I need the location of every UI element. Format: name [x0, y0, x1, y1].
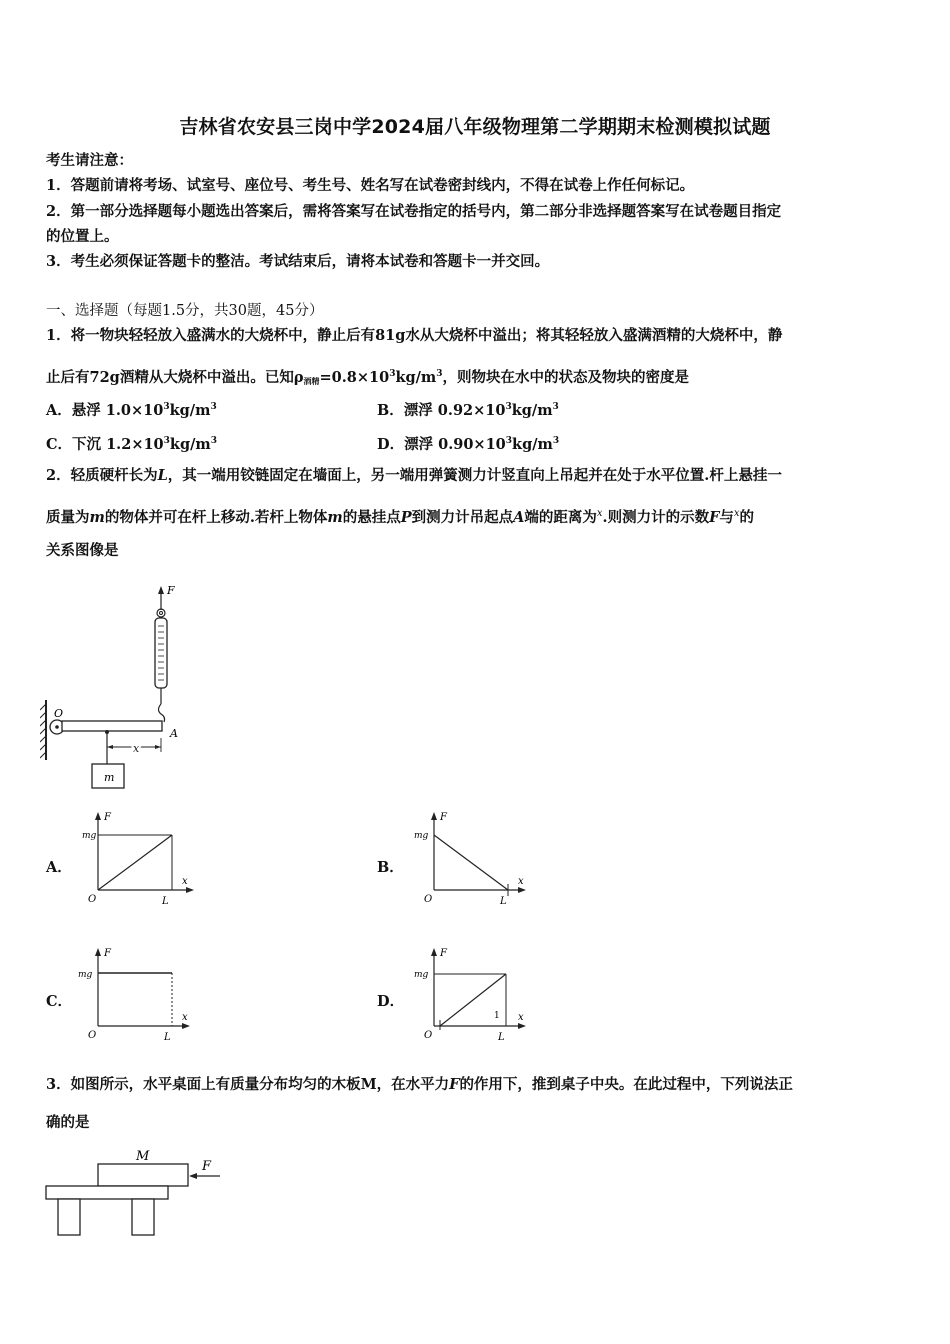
q2-line: 关系图像是: [46, 542, 119, 559]
notice-heading: 考生请注意：: [46, 152, 133, 169]
svg-text:F: F: [440, 812, 447, 823]
label-M: M: [136, 1149, 150, 1164]
svg-text:x: x: [518, 1012, 524, 1023]
page-title: 吉林省农安县三岗中学2024届八年级物理第二学期期末检测模拟试题: [179, 116, 771, 138]
svg-text:x: x: [518, 876, 524, 887]
label-x: x: [133, 742, 140, 755]
q1-option-c[interactable]: C．下沉 $1.2\times 10^3kg/m^3$: [46, 436, 218, 453]
label-F: F: [167, 584, 175, 597]
svg-text:mg: mg: [82, 831, 97, 841]
q2-line: 质量为m的物体并可在杆上移动.若杆上物体m的悬挂点P到测力计吊起点A端的距离为$^x$.则测力计的示数F与$^x$的: [46, 508, 755, 526]
q2-option-b[interactable]: B．: [377, 859, 404, 876]
lever-spring-figure: [40, 580, 210, 790]
svg-text:x: x: [182, 876, 188, 887]
svg-text:L: L: [164, 1032, 171, 1043]
q1-line: 止后有72g酒精从大烧杯中溢出。已知$\rho_{酒精}=0.8\times 10^3kg/m^3$，则物块在水中的状态及物块的密度是: [46, 369, 690, 386]
svg-text:F: F: [104, 948, 111, 959]
q2-option-d[interactable]: D．: [377, 993, 405, 1010]
svg-text:L: L: [500, 896, 507, 907]
q1-line: 1．将一物块轻轻放入盛满水的大烧杯中，静止后有81g水从大烧杯中溢出；将其轻轻放入盛满酒精的大烧杯中，静: [46, 327, 783, 344]
svg-text:O: O: [424, 894, 433, 905]
table-board-figure: [44, 1144, 234, 1240]
notice-item: 1．答题前请将考场、试室号、座位号、考生号、姓名写在试卷密封线内，不得在试卷上作任何标记。: [46, 177, 695, 194]
notice-item: 2．第一部分选择题每小题选出答案后，需将答案写在试卷指定的括号内，第二部分非选择题答案写在试卷题目指定: [46, 203, 782, 220]
svg-text:O: O: [88, 894, 97, 905]
svg-text:O: O: [88, 1030, 97, 1041]
svg-text:1: 1: [494, 1011, 500, 1021]
svg-text:x: x: [182, 1012, 188, 1023]
notice-item: 3．考生必须保证答题卡的整洁。考试结束后，请将本试卷和答题卡一并交回。: [46, 253, 550, 270]
section-heading: 一、选择题（每题1.5分，共30题，45分）: [46, 303, 324, 319]
q2-option-a[interactable]: A．: [46, 859, 72, 876]
q1-option-d[interactable]: D．漂浮 $0.90\times 10^3kg/m^3$: [377, 436, 560, 453]
q2-option-c[interactable]: C．: [46, 993, 73, 1010]
svg-text:O: O: [424, 1030, 433, 1041]
graph-d: [414, 944, 534, 1044]
svg-text:F: F: [440, 948, 447, 959]
label-m: m: [104, 771, 115, 784]
svg-text:mg: mg: [78, 970, 93, 980]
q2-line: 2．轻质硬杆长为L，其一端用铰链固定在墙面上，另一端用弹簧测力计竖直向上吊起并在处于水平位置.杆上悬挂一: [46, 467, 782, 484]
q1-option-b[interactable]: B．漂浮 $0.92\times 10^3kg/m^3$: [377, 402, 559, 419]
q1-option-a[interactable]: A．悬浮 $1.0\times 10^3kg/m^3$: [46, 402, 217, 419]
label-F: F: [202, 1159, 212, 1174]
graph-b: [414, 808, 534, 908]
svg-text:mg: mg: [414, 970, 429, 980]
graph-c: [78, 944, 198, 1044]
q3-line: 确的是: [46, 1114, 90, 1131]
svg-text:F: F: [104, 812, 111, 823]
q3-line: 3．如图所示，水平桌面上有质量分布均匀的木板M，在水平力F的作用下，推到桌子中央。在此过程中，下列说法正: [46, 1076, 793, 1093]
graph-a: [82, 808, 202, 908]
svg-text:mg: mg: [414, 831, 429, 841]
notice-item: 的位置上。: [46, 228, 119, 245]
svg-text:L: L: [162, 896, 169, 907]
label-A: A: [170, 727, 178, 740]
label-O: O: [54, 707, 64, 720]
svg-text:L: L: [498, 1032, 505, 1043]
